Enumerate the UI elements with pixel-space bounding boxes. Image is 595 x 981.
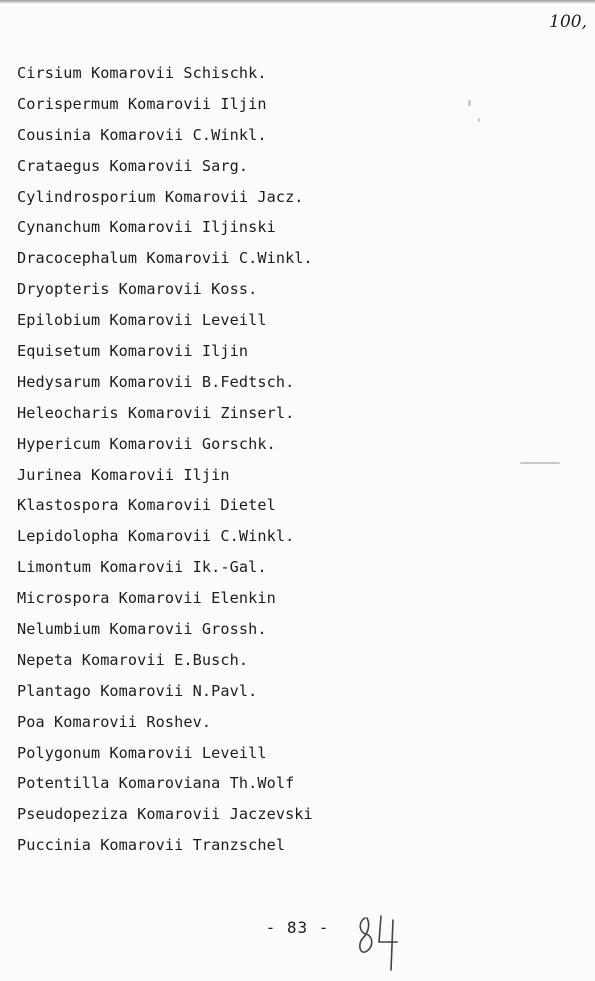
scan-speck <box>478 118 480 122</box>
handwritten-page-number <box>355 912 403 974</box>
species-entry: Heleocharis Komarovii Zinserl. <box>17 403 295 422</box>
species-entry: Pseudopeziza Komarovii Jaczevski <box>17 805 313 824</box>
species-entry: Poa Komarovii Roshev. <box>17 712 212 731</box>
species-entry: Corispermum Komarovii Iljin <box>17 94 267 113</box>
species-entry: Puccinia Komarovii Tranzschel <box>17 836 286 855</box>
species-entry: Nelumbium Komarovii Grossh. <box>17 620 267 639</box>
species-entry: Hedysarum Komarovii B.Fedtsch. <box>17 372 295 391</box>
species-entry: Dryopteris Komarovii Koss. <box>17 280 258 299</box>
species-entry: Microspora Komarovii Elenkin <box>17 589 276 608</box>
species-entry: Polygonum Komarovii Leveill <box>17 743 267 762</box>
species-entry: Hypericum Komarovii Gorschk. <box>17 434 276 453</box>
species-entry: Plantago Komarovii N.Pavl. <box>17 681 258 700</box>
scan-speck <box>520 462 560 464</box>
species-entry: Jurinea Komarovii Iljin <box>17 465 230 484</box>
species-entry: Dracocephalum Komarovii C.Winkl. <box>17 249 313 268</box>
species-entry: Klastospora Komarovii Dietel <box>17 496 276 515</box>
species-entry: Limontum Komarovii Ik.-Gal. <box>17 558 267 577</box>
species-entry: Epilobium Komarovii Leveill <box>17 311 267 330</box>
species-entry: Cousinia Komarovii C.Winkl. <box>17 125 267 144</box>
species-entry: Equisetum Komarovii Iljin <box>17 342 249 361</box>
page-top-edge <box>0 0 595 4</box>
scan-speck <box>468 100 471 106</box>
species-entry: Potentilla Komaroviana Th.Wolf <box>17 774 295 793</box>
page-number: - 83 - <box>265 918 330 937</box>
species-entry: Cirsium Komarovii Schischk. <box>17 64 267 82</box>
species-entry: Cylindrosporium Komarovii Jacz. <box>17 187 304 206</box>
species-entry: Nepeta Komarovii E.Busch. <box>17 650 249 669</box>
handwritten-corner-note: 100, <box>549 12 587 32</box>
species-entry: Crataegus Komarovii Sarg. <box>17 156 249 175</box>
species-list <box>17 58 313 861</box>
species-entry: Cynanchum Komarovii Iljinski <box>17 218 276 237</box>
species-entry: Lepidolopha Komarovii C.Winkl. <box>17 527 295 546</box>
